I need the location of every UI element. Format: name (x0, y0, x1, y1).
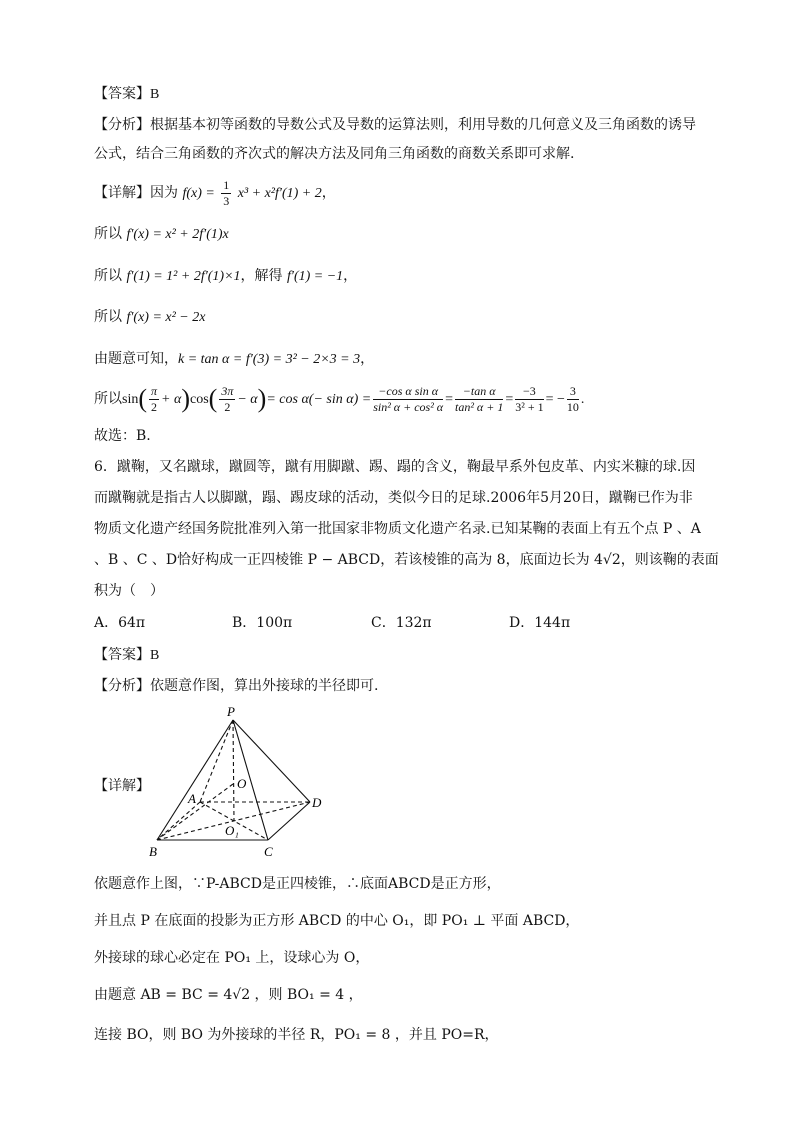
detail-tag: 【详解】 (94, 185, 150, 201)
math-expr: cos (190, 392, 209, 407)
fraction (221, 178, 231, 209)
fraction-den: 2 (224, 399, 231, 414)
segment-po1 (233, 720, 234, 821)
fraction-num: π (151, 383, 158, 398)
label-a: A (188, 791, 196, 806)
option-d: D．144π (509, 615, 571, 631)
q5-answer-line (94, 84, 159, 105)
analysis-text: 依题意作图，算出外接球的半径即可. (150, 678, 379, 694)
analysis-text: 根据基本初等函数的导数公式及导数的运算法则，利用导数的几何意义及三角函数的诱导 (150, 117, 696, 133)
answer-tag: 【答案】 (94, 647, 150, 663)
q5-analysis-line-1 (94, 115, 696, 135)
fraction-den: 2 (151, 399, 158, 414)
fraction-den: tan² α + 1 (455, 399, 504, 414)
label-d: D (312, 795, 322, 810)
math-expr: f(x) = (182, 186, 215, 201)
label-p: P (227, 704, 235, 719)
q6-solution-line-1: 依题意作上图，∵P-ABCD是正四棱锥，∴底面ABCD是正方形， (94, 876, 501, 892)
fraction-den: 10 (566, 399, 579, 414)
fraction-num: −tan α (455, 384, 503, 400)
punct: ， (360, 351, 375, 367)
detail-text: ，解得 (240, 268, 283, 284)
answer-value: B (150, 648, 160, 663)
edge-pa (200, 720, 233, 802)
punct: ， (343, 268, 358, 284)
answer-tag: 【答案】 (94, 86, 150, 102)
math-expr: f′(1) = 1² + 2f′(1)×1 (126, 269, 241, 284)
analysis-tag: 【分析】 (94, 678, 150, 694)
math-expr: f′(1) = −1 (287, 269, 344, 284)
fraction-den: sin² α + cos² α (373, 399, 444, 414)
detail-text: 所以 (94, 309, 122, 325)
answer-value: B (150, 87, 160, 102)
paren: ) (257, 384, 267, 413)
fraction-den: 3 (223, 193, 230, 208)
fraction-num: 1 (223, 177, 230, 192)
math-expr: f′(x) = x² + 2f′(1)x (126, 227, 229, 242)
q6-detail-tag (94, 776, 150, 796)
detail-text: 因为 (150, 185, 178, 201)
math-expr: k = tan α = f′(3) = 3² − 2×3 = 3 (178, 352, 361, 367)
math-expr: + α (161, 392, 182, 407)
q6-stem-line-2: 而蹴鞠就是指古人以脚蹴，蹋、踢皮球的活动，类似今日的足球.2006年5月20日，蹴鞠已作为非 (94, 490, 693, 506)
q5-detail-line-1 (94, 176, 336, 211)
fraction-num: −3 (515, 384, 543, 400)
option-b: B．100π (232, 615, 293, 631)
q6-stem-line-4: 、B 、C 、D恰好构成一正四棱锥 P − ABCD，若该棱锥的高为 8，底面边长为 4√2，则该鞠的表面 (94, 552, 719, 568)
fraction-num: 3 (567, 384, 579, 400)
fraction (149, 384, 159, 415)
fraction-den: 3² + 1 (515, 399, 544, 414)
q5-detail-line-3 (94, 266, 357, 287)
fraction-num: 3π (221, 383, 234, 398)
fraction (373, 384, 443, 415)
label-b: B (149, 844, 157, 859)
detail-text: 所以 (94, 268, 122, 284)
q6-stem-line-3: 物质文化遗产经国务院批准列入第一批国家非物质文化遗产名录.已知某鞠的表面上有五个点 P 、A (94, 521, 701, 537)
fraction (567, 384, 579, 415)
q6-solution-line-3: 外接球的球心必定在 PO₁ 上，设球心为 O， (94, 950, 370, 966)
q6-stem-line-1: 6．蹴鞠，又名蹴球，蹴圆等，蹴有用脚蹴、踢、蹋的含义，鞠最早系外包皮革、内实米糠的球.因 (94, 459, 696, 475)
math-expr: sin (122, 392, 139, 407)
q6-stem-line-5: 积为（ ） (94, 583, 164, 599)
q5-detail-line-4 (94, 307, 205, 328)
q6-solution-line-2: 并且点 P 在底面的投影为正方形 ABCD 的中心 O₁，即 PO₁ ⊥ 平面 ABCD， (94, 913, 580, 929)
q5-detail-line-2 (94, 224, 229, 245)
punct: . (580, 392, 585, 407)
paren: ( (208, 384, 218, 413)
math-expr: − α (237, 392, 258, 407)
paren: ( (138, 384, 148, 413)
edge-pb (157, 720, 233, 840)
q6-solution-line-4: 由题意 AB = BC = 4√2 ，则 BO₁ = 4 ， (94, 987, 363, 1003)
detail-text: 由题意可知， (94, 351, 178, 367)
q5-analysis-line-2: 公式，结合三角函数的齐次式的解决方法及同角三角函数的商数关系即可求解. (94, 146, 575, 162)
option-a: A．64π (94, 615, 146, 631)
label-c: C (264, 844, 273, 859)
fraction (455, 384, 503, 415)
pyramid-figure (145, 700, 335, 860)
detail-text: 所以 (94, 391, 122, 407)
q6-options (94, 613, 694, 633)
math-expr: = (505, 392, 514, 407)
label-o: O (237, 776, 247, 791)
q5-detail-line-6 (94, 381, 584, 418)
q5-detail-line-5 (94, 349, 374, 370)
math-expr: x³ + x²f′(1) + 2 (237, 186, 322, 201)
label-o1: O₁ (225, 823, 239, 838)
q6-solution-line-5: 连接 BO，则 BO 为外接球的半径 R，PO₁ = 8 ，并且 PO=R， (94, 1027, 499, 1043)
option-c: C．132π (371, 615, 432, 631)
punct: ， (321, 185, 336, 201)
fraction-num: −cos α sin α (373, 384, 443, 400)
math-expr: = − (545, 392, 565, 407)
detail-text: 所以 (94, 226, 122, 242)
q6-analysis-line (94, 676, 378, 696)
detail-tag: 【详解】 (94, 778, 150, 794)
fraction (515, 384, 543, 415)
math-expr: f′(x) = x² − 2x (126, 310, 206, 325)
math-expr: = (445, 392, 453, 407)
paren: ) (181, 384, 190, 413)
analysis-tag: 【分析】 (94, 117, 150, 133)
q5-choose-line: 故选：B. (94, 428, 151, 444)
math-expr: = cos α(− sin α) = (266, 392, 372, 407)
q6-answer-line (94, 645, 159, 666)
fraction (219, 384, 235, 415)
